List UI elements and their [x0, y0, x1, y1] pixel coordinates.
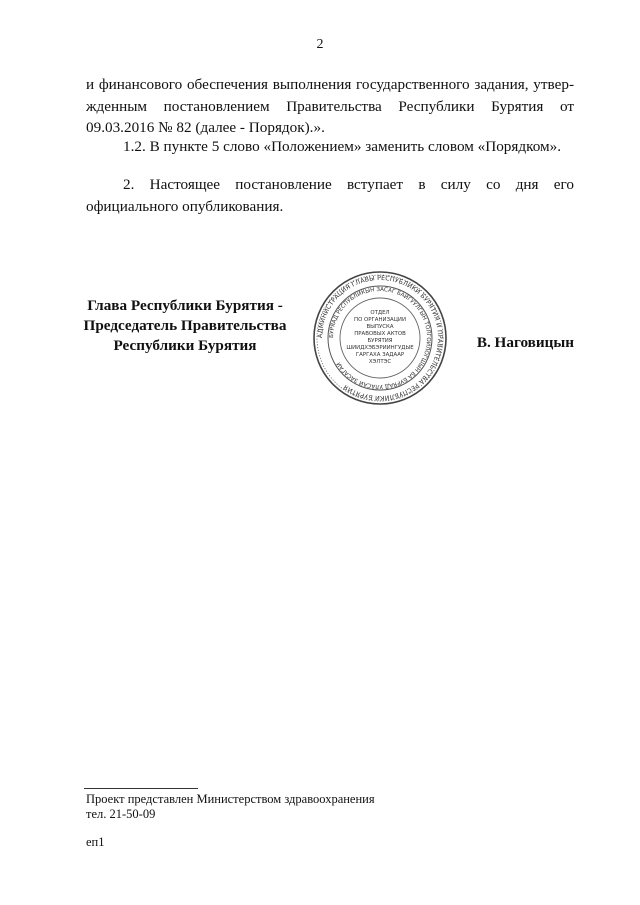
paragraph-item-1-2 [86, 136, 574, 158]
paragraph-continuation [86, 74, 574, 139]
signatory-title [72, 296, 298, 356]
seal-center-line: ШИИДХЭБЭРИИНГУДЫЕ [346, 345, 414, 351]
footer-phone: тел. 21-50-09 [86, 807, 156, 821]
paragraph-text: 2. Настоящее постановление вступает в силу со дня его официального опубликования. [86, 176, 574, 215]
paragraph-text: 1.2. В пункте 5 слово «Положением» заменить словом «Порядком». [123, 138, 562, 155]
official-seal-icon [312, 270, 448, 406]
footer-code: еп1 [86, 835, 105, 849]
seal-center-text [346, 310, 414, 365]
seal-center-line: ХЭЛТЭС [368, 359, 392, 365]
seal-center-line: БУРЯТИЯ [367, 338, 393, 344]
footer-divider [84, 788, 198, 789]
seal-inner-text: БУРЯАД РЕСПУБЛИКЫН ЗАСАГ БАЙГУУЛГЫН ТОЛГОЙЛОГШЫН БА БУРЯАД УЛАСАЙ ЗАСАГАЙ [328, 286, 432, 390]
seal-center-line: ПО ОРГАНИЗАЦИИ [354, 317, 406, 323]
seal-center-line: ПРАВОВЫХ АКТОВ [354, 331, 406, 337]
paragraph-text: и финансового обеспечения выполнения государственного задания, утвержденным постановлением Правительства Республики Бурятия от 09.03.2016 № 82 (далее - Порядок).». [86, 76, 574, 136]
signatory-title-line: Глава Республики Бурятия - [87, 297, 283, 314]
signatory-title-line: Председатель Правительства [83, 317, 287, 334]
signatory-name: В. Наговицын [476, 334, 574, 351]
signatory-title-line: Республики Бурятия [113, 337, 257, 354]
footer-submitted-by: Проект представлен Министерством здравоохранения [86, 792, 375, 806]
seal-center-line: ГАРГАХА ЗАДААР [355, 352, 405, 358]
seal-outer-text: АДМИНИСТРАЦИЯ ГЛАВЫ РЕСПУБЛИКИ БУРЯТИЯ И ПРАВИТЕЛЬСТВА РЕСПУБЛИКИ БУРЯТИЯ [316, 274, 444, 402]
page-number: 2 [316, 37, 324, 52]
seal-center-line: ОТДЕЛ [370, 310, 390, 316]
paragraph-item-2 [86, 174, 574, 217]
seal-center-line: ВЫПУСКА [366, 324, 394, 330]
